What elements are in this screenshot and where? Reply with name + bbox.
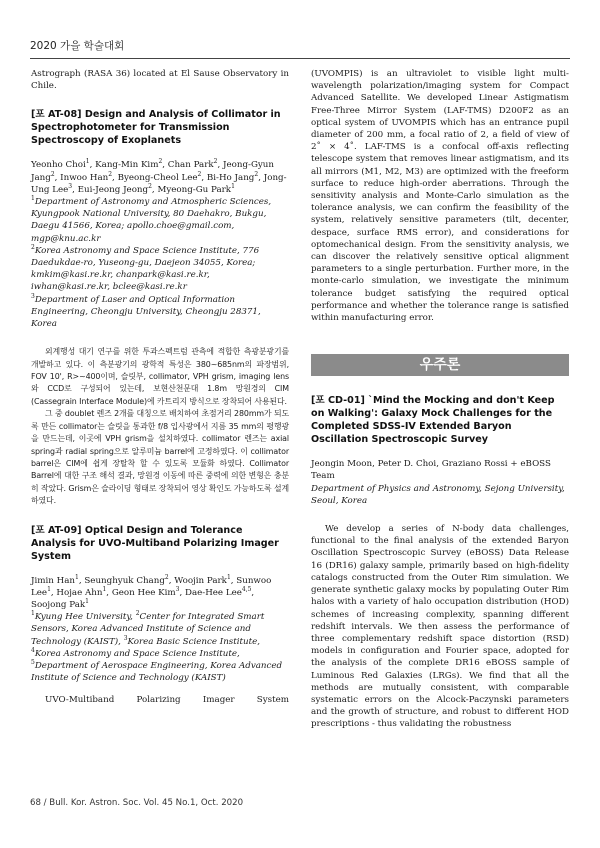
- right-column: [311, 68, 569, 731]
- affiliation: $^1$Kyung Hee University, $^2$Center for Integrated Smart Sensors, Korea Advanced Institute of Science and Technology (KAIST), $^3$Korea Basic Science Institute, $^4$Korea Astronomy and Space Science Institute, $^5$Department of Aerospace Engineering, Korea Advanced Institute of Science and Technology (KAIST): [31, 610, 283, 684]
- author-list: Yeonho Choi$^1$, Kang-Min Kim$^2$, Chan Park$^2$, Jeong-Gyun Jang$^2$, Inwoo Han$^2$, Byeong-Cheol Lee$^2$, Bi-Ho Jang$^2$, Jong-Ung Lee$^3$, Eui-Jeong Jeong$^2$, Myeong-Gu Park$^1$: [31, 158, 287, 195]
- section-heading: 우주론: [311, 354, 569, 376]
- affiliation: Department of Physics and Astronomy, Sejong University, Seoul, Korea: [311, 483, 565, 506]
- author-list: Jeongin Moon, Peter D. Choi, Graziano Rossi + eBOSS Team: [311, 459, 551, 482]
- abstract-paragraph: UVO-Multiband Polarizing Imager System: [45, 695, 289, 706]
- abstract-paragraph: 그 중 doublet 렌즈 2개를 대칭으로 배치하여 초점거리 280mm가 되도록 만든 collimator는 슬릿을 통과한 f/8 입사광에서 지름 35 mm의 평행광을 만드는데, 이곳에 VPH grism을 설치하였다. collimator 렌즈는 axial spring과 radial spring으로 알루미늄 barrel에 고정하였다. 이 collimator barrel은 CIM에 쉽게 장탈착 할 수 있도록 모듈화 하였다. Collimator Barrel에 대한 구조 해석 결과, 망원경 이동에 따른 중력에 의한 변형은 충분히 작았다. Grism은 슬라이딩 형태로 장착되어 영상 확인도 가능하도록 설계하였다.: [31, 409, 289, 506]
- article-title: [포 AT-09] Optical Design and Tolerance Analysis for UVO-Multiband Polarizing Imager System: [31, 524, 279, 562]
- continuation-text: (UVOMPIS) is an ultraviolet to visible light multi-wavelength polarization/imaging system for Compact Advanced Satellite. We developed Linear Astigmatism Free-Three Mirror System (LAF-TMS) D200F2 as an optical system of UVOMPIS which has an entrance pupil diameter of 200 mm, a focal ratio of 2, a field of view of 2˚ × 4˚. LAF-TMS is a confocal off-axis reflecting telescope system that removes linear astigmatism, and its all mirrors (M1, M2, M3) are optimized with the freeform surface to reduce high-order aberrations. Through the sensitivity analysis and Monte-Carlo simulation as the tolerance analysis, we can confirm the feasibility of the system, relatively sensitive parameters (tilt, decenter, despace, surface RMS error), and considerations for optomechanical design. From the sensitivity analysis, we can discover the relatively sensitive optical alignment parameters to a single perturbation. Further more, in the monte-carlo simulation, we investigate the minimum tolerance budget satisfying the required optical performance and whether the tolerance range is satisfied within manufacturing error.: [311, 69, 569, 324]
- affiliation: $^2$Korea Astronomy and Space Science Institute, 776 Daedukdae-ro, Yuseong-gu, Daejeon 34055, Korea; kmkim@kasi.re.kr, chanpark@kasi.re.kr, iwhan@kasi.re.kr, bclee@kasi.re.kr: [31, 243, 260, 293]
- affiliation: $^1$Department of Astronomy and Atmospheric Sciences, Kyungpook National University, 80 Daehakro, Bukgu, Daegu 41566, Korea; apollo.choe@gmail.com, mgp@knu.ac.kr: [31, 195, 272, 244]
- article-title: [포 CD-01] `Mind the Mocking and don't Keep on Walking': Galaxy Mock Challenges for the Completed SDSS-IV Extended Baryon Oscillation Spectroscopic Survey: [311, 395, 555, 446]
- page-footer: 68 / Bull. Kor. Astron. Soc. Vol. 45 No.1, Oct. 2020: [30, 798, 244, 808]
- abstract-paragraph: 외계행성 대기 연구를 위한 투과스펙트럼 관측에 적합한 측광분광기를 개발하고 있다. 이 측분광기의 광학적 특성은 380~685nm의 파장범위, FOV 10', R>~400이며, 슬릿부, collimator, VPH grism, imaging lens와 CCD로 구성되어 있는데, 보현산천문대 1.8m 망원경의 CIM (Cassegrain Interface Module)에 카트리지 방식으로 장착되어 사용된다.: [31, 347, 289, 406]
- author-list: Jimin Han$^1$, Seunghyuk Chang$^2$, Woojin Park$^1$, Sunwoo Lee$^1$, Hojae Ahn$^1$, Geon Hee Kim$^3$, Dae-Hee Lee$^{4,5}$, Soojong Pak$^1$: [31, 573, 272, 610]
- affiliation: $^3$Department of Laser and Optical Information Engineering, Cheongju University, Cheongju 28371, Korea: [31, 292, 261, 330]
- article-title: [포 AT-08] Design and Analysis of Collimator in Spectrophotometer for Transmission Spectroscopy of Exoplanets: [31, 109, 281, 147]
- continuation-text: Astrograph (RASA 36) located at El Sause Observatory in Chile.: [31, 69, 289, 92]
- left-column: [31, 68, 289, 707]
- running-header: 2020 가을 학술대회: [30, 40, 125, 52]
- header-rule: [30, 58, 570, 59]
- abstract-paragraph: We develop a series of N-body data challenges, functional to the final analysis of the extended Baryon Oscillation Spectroscopic Survey (eBOSS) Data Release 16 (DR16) galaxy sample, primarily based on high-fidelity catalogs constructed from the Outer Rim simulation. We generate synthetic galaxy mocks by populating Outer Rim halos with a variety of halo occupation distribution (HOD) schemes of increasing complexity, spanning different redshift intervals. We then assess the performance of three complementary redshift space distortion (RSD) models in configuration and Fourier space, adopted for the analysis of the complete DR16 eBOSS sample of Luminous Red Galaxies (LRGs). We find that all the methods are mutually consistent, with comparable systematic errors on the Alcock-Paczynski parameters and the growth of structure, and robust to different HOD prescriptions - thus validating the robustness: [311, 524, 569, 730]
